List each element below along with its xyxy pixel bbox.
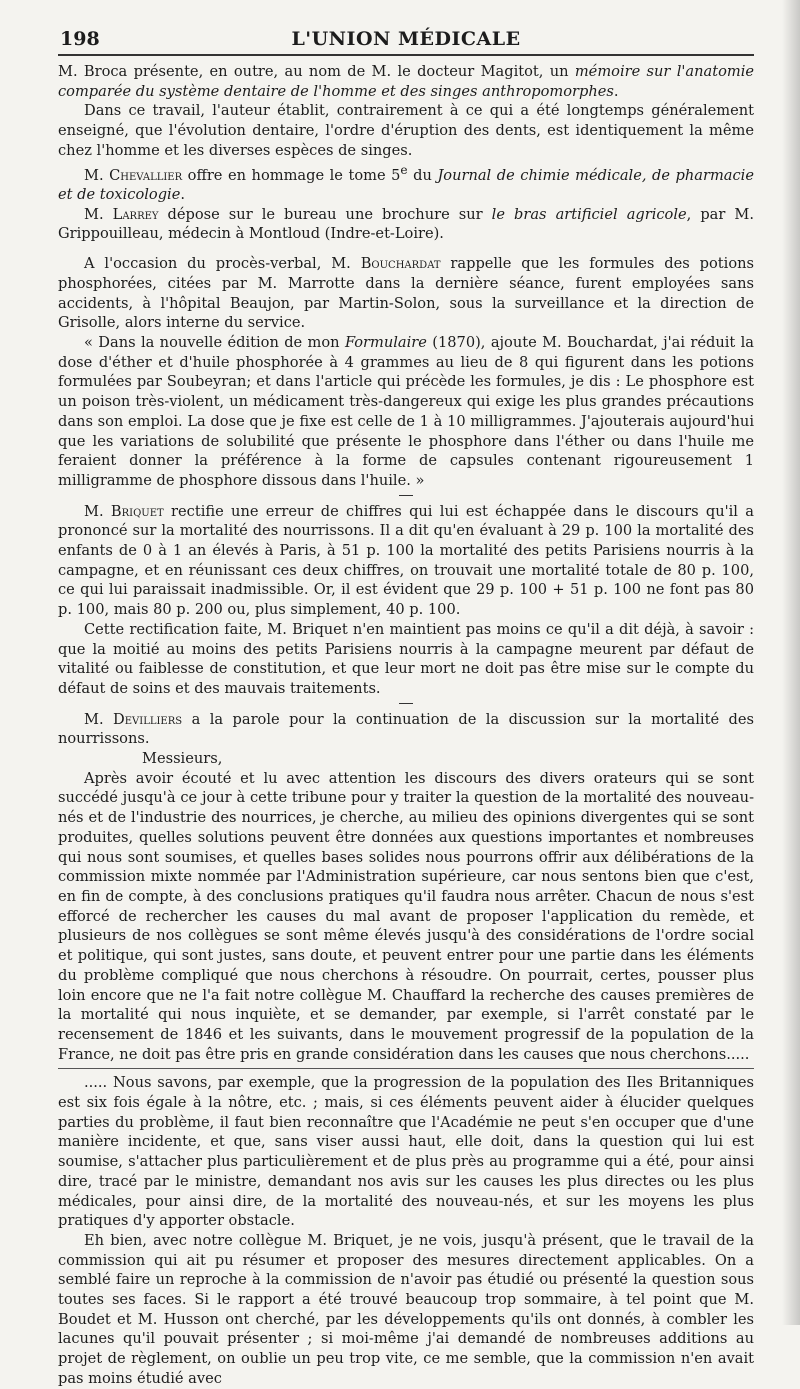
text-run: M. [84,205,113,223]
text-run: « Dans la nouvelle édition de mon [84,334,345,351]
text-run: rectifie une erreur de chiffres qui lui est échappée dans le discours qu'il a prononcé sur la mortalité des nourrissons. Il a dit qu'en évaluant à 29 p. 100 la mortalité des enfants de 0 à 1 an élevés à Paris, à 51 p. 100 la mortalité des petits Parisiens nourris à la campagne, et en réunissant ces deux chiffres, on trouvait une mortalité totale de 80 p. 100, ce qui lui paraissait inadmissible. Or, il est évident que 29 p. 100 + 51 p. 100 ne font pas 80 p. 100, mais 80 p. 200 ou, plus simplement, 40 p. 100. [58,502,754,619]
text-run: . [613,82,619,100]
text-run: , par M. Grippouilleau, médecin à Montloud (Indre-et-Loire). [58,205,754,243]
spacer [58,244,754,254]
book-title: Formulaire [344,334,427,351]
article-body [58,62,754,1389]
paragraph-bouchardat [58,254,754,333]
horizontal-rule [58,1068,754,1069]
page-number: 198 [60,28,100,50]
paragraph-speech-1: Après avoir écouté et lu avec attention les discours des divers orateurs qui se sont succédé jusqu'à ce jour à cette tribune pour y traiter la question de la mortalité des nouveau-nés et de l'industrie des nourrices, je cherche, au milieu des opinions divergentes qui se sont produites, quelles solutions peuvent être données aux questions importantes et nombreuses qui nous sont soumises, et quelles bases solides nous pourrons offrir aux délibérations de la commission mixte nommée par l'Administration supérieure, car nous sentons bien que c'est, en fin de compte, à des conclusions pratiques qu'il faudra nous arrêter. Chacun de nous s'est efforcé de rechercher les causes du mal avant de proposer l'application du remède, et plusieurs de nos collègues se sont même élevés jusqu'à des considérations de l'ordre social et politique, qui sont justes, sans doute, et peuvent entrer pour une partie dans les éléments du problème compliqué que nous cherchons à résoudre. On pourrait, certes, pousser plus loin encore que ne l'a fait notre collègue M. Chauffard la recherche des causes premières de la mortalité qui nous inquiète, et se demander, par exemple, si l'arrêt constaté par le recensement de 1846 et les suivants, dans le mouvement progressif de la population de la France, ne doit pas être pris en grande considération dans les causes que nous cherchons..... [58,769,754,1063]
speaker-name: Chevallier [109,166,183,184]
brochure-title: le bras artificiel agricole [491,205,687,223]
text-run: offre en hommage le tome 5 [182,166,401,184]
journal-title: L'UNION MÉDICALE [291,28,521,50]
paragraph-chevallier [58,161,754,205]
paragraph-broca [58,62,754,101]
paragraph-speech-3: Eh bien, avec notre collègue M. Briquet, je ne vois, jusqu'à présent, que le travail de la commission qui ait pu résumer et proposer des mesures directement applicables. On a semblé faire un reproche à la commission de n'avoir pas étudié ou présenté la question sous toutes ses faces. Si le rapport a été trouvé beaucoup trop sommaire, à tel point que M. Boudet et M. Husson ont cherché, par les développements qu'ils ont donnés, à combler les lacunes qu'il pouvait présenter ; si moi-même j'ai demandé de nombreuses additions au projet de règlement, on oublie un peu trop vite, ce me semble, que la commission n'en avait pas moins étudié avec [58,1231,754,1387]
text-run: du [407,166,438,184]
text-run: a la parole pour la continuation de la discussion sur la mortalité des nourrissons. [58,710,754,748]
text-run: dépose sur le bureau une brochure sur [158,205,492,223]
journal-name: Journal de chimie médicale, de pharmacie et de toxicologie [58,166,754,204]
text-run: M. [84,166,110,184]
text-run: . [180,186,186,204]
paragraph-briquet [58,502,754,620]
text-run: M. Broca présente, en outre, au nom de M. le docteur Magitot, un [58,63,575,80]
speaker-name: Bouchardat [360,255,441,273]
scan-edge-shadow [782,0,800,1325]
speaker-name: Briquet [110,502,164,520]
page [58,22,754,1389]
page-header [58,22,754,54]
superscript: e [400,162,408,177]
memoir-title: mémoire sur l'anatomie comparée du système dentaire de l'homme et des singes anthropomorphes [58,63,755,100]
speaker-name: Devilliers [113,710,183,728]
section-separator [399,703,413,704]
text-run: A l'occasion du procès-verbal, M. [84,255,361,273]
paragraph-larrey [58,205,754,244]
paragraph-speech-2: ..... Nous savons, par exemple, que la progression de la population des Iles Britanniques est six fois égale à la nôtre, etc. ; mais, si ces éléments peuvent aider à élucider quelques parties du problème, il faut bien reconnaître que l'Académie ne peut s'en occuper que d'une manière incidente, et que, sans viser aussi haut, elle doit, dans la question qui lui est soumise, s'attacher plus particulièrement et de plus près au programme qui a été, pour ainsi dire, tracé par le ministre, demandant nos avis sur les causes les plus directes ou les plus médicales, pour ainsi dire, de la mortalité des nouveau-nés, et sur les moyens les plus pratiques d'y apporter obstacle. [58,1074,754,1230]
text-run: M. [84,710,114,728]
section-separator [399,495,413,496]
paragraph-magitot-summary: Dans ce travail, l'auteur établit, contrairement à ce qui a été longtemps généralement enseigné, que l'évolution dentaire, l'ordre d'éruption des dents, est identiquement la même chez l'homme et les diverses espèces de singes. [58,102,754,159]
paragraph-devilliers [58,710,754,749]
speaker-name: Larrey [112,205,159,223]
paragraph-briquet-rectification: Cette rectification faite, M. Briquet n'en maintient pas moins ce qu'il a dit déjà, à savoir : que la moitié au moins des petits Parisiens nourris à la campagne meurent par défaut de vitalité ou faiblesse de constitution, et que leur mort ne doit pas être mise sur le compte du défaut de soins et des mauvais traitements. [58,620,754,697]
salutation: Messieurs, [142,750,223,768]
text-run: rappelle que les formules des potions phosphorées, citées par M. Marrotte dans la dernière séance, furent employées sans accidents, à l'hôpital Beaujon, par Martin-Solon, sous la surveillance et la direction de Grisolle, alors interne du service. [58,255,754,332]
paragraph-bouchardat-quote [58,333,754,491]
text-run: (1870), ajoute M. Bouchardat, j'ai réduit la dose d'éther et d'huile phosphorée à 4 grammes au lieu de 8 qui figurent dans les potions formulées par Soubeyran; et dans l'article qui précède les formules, je dis : Le phosphore est un poison très-violent, un médicament très-dangereux qui exige les plus grandes précautions dans son emploi. La dose que je fixe est celle de 1 à 10 milligrammes. J'ajouterais aujourd'hui que les variations de solubilité que présente le phosphore dans l'éther ou dans l'huile me feraient donner la préférence à la forme de capsules contenant rigoureusement 1 milligramme de phosphore dissous dans l'huile. » [58,334,754,489]
text-run: M. [84,502,111,520]
header-rule [58,54,754,56]
